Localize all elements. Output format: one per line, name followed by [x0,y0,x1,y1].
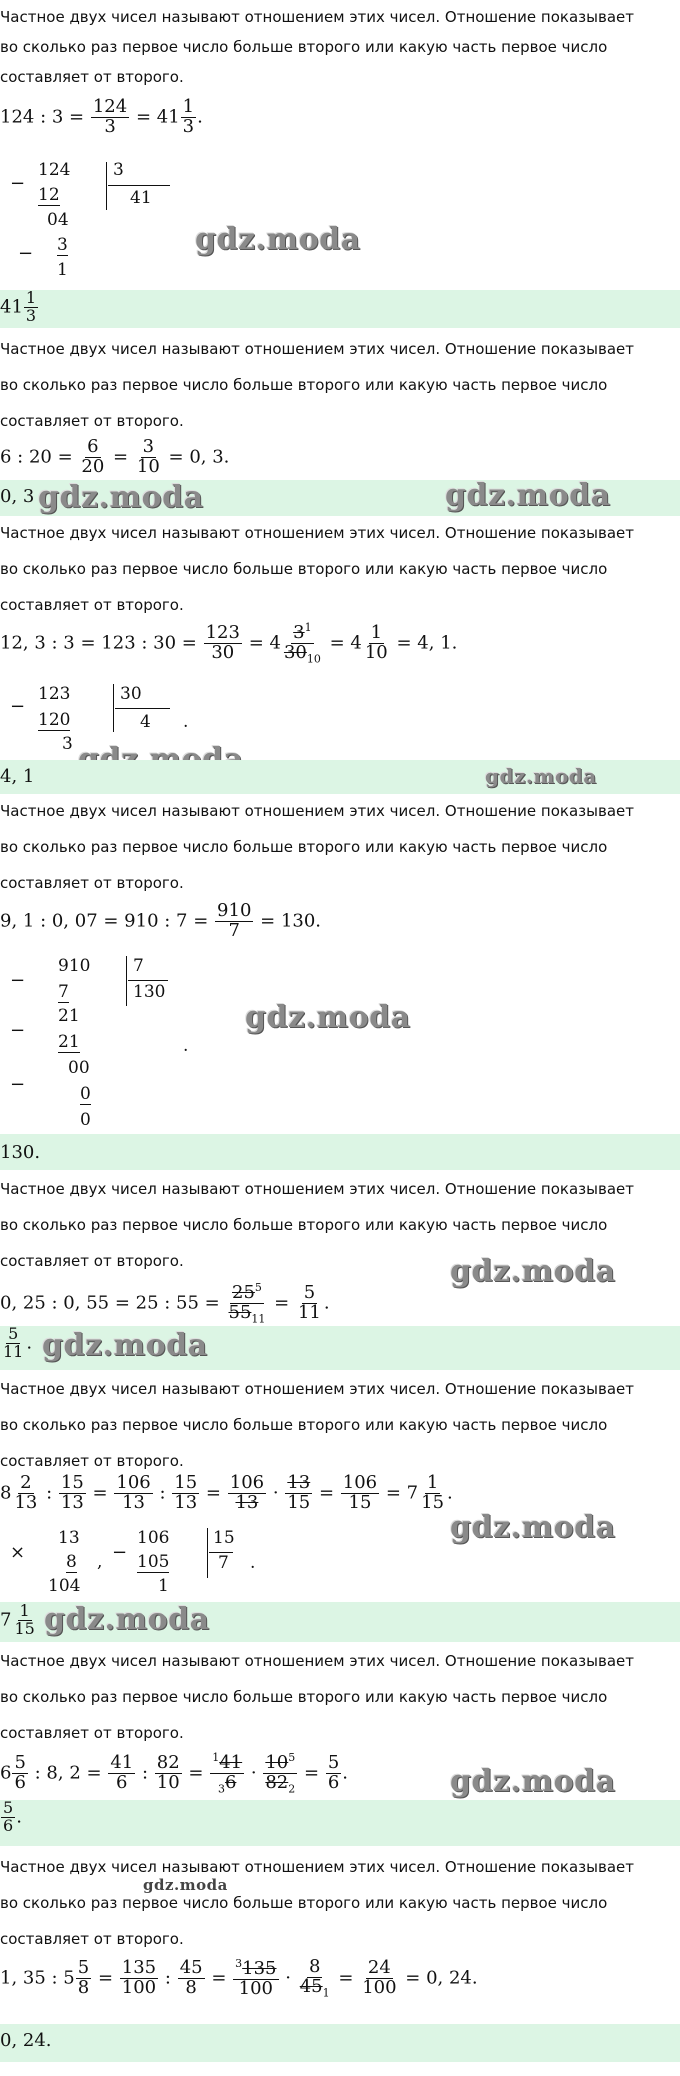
intro-line: во сколько раз первое число больше второго или какую часть первое число [0,560,608,578]
intro-line: во сколько раз первое число больше второго или какую часть первое число [0,38,608,56]
intro-line: во сколько раз первое число больше второго или какую часть первое число [0,376,608,394]
intro-line: Частное двух чисел называют отношением этих чисел. Отношение показывает [0,1652,634,1670]
watermark: gdz.moda [143,1876,228,1894]
equation: 6 $\frac{5}{6}$ : 8, 2 = $\frac{41}{6}$ : $\frac{82}{10}$ = $\frac{^141}{_36}$ · $\frac{10^5}{82_2}$ = $\frac{5}{6}$ . [0,1751,348,1796]
watermark: gdz.moda [485,764,597,788]
intro-line: во сколько раз первое число больше второго или какую часть первое число [0,1894,608,1912]
watermark: gdz.moda [44,1602,210,1637]
intro-line: Частное двух чисел называют отношением этих чисел. Отношение показывает [0,1858,634,1876]
answer-band [0,2024,680,2062]
intro-line: во сколько раз первое число больше второго или какую часть первое число [0,838,608,856]
intro-line: Частное двух чисел называют отношением этих чисел. Отношение показывает [0,8,634,26]
watermark: gdz.moda [450,1510,616,1545]
answer: 130. [0,1142,41,1163]
equation: 1, 35 : 5 $\frac{5}{8}$ = $\frac{135}{100}$ : $\frac{45}{8}$ = $\frac{^3135}{100}$ · $\frac{8}{45_1}$ = $\frac{24}{100}$ = 0, 24. [0,1956,478,2000]
intro-line: составляет от второго. [0,1252,184,1270]
watermark: gdz.moda [38,480,204,515]
equation: 124 : 3 = $\frac{124}{3}$ = 41 $\frac{1}{3}$ . [0,96,203,137]
watermark: gdz.moda [450,1764,616,1799]
answer: $\frac{5}{11}$ . [3,1324,33,1361]
intro-line: составляет от второго. [0,1452,184,1470]
intro-line: во сколько раз первое число больше второго или какую часть первое число [0,1216,608,1234]
intro-line: составляет от второго. [0,874,184,892]
intro-line: во сколько раз первое число больше второго или какую часть первое число [0,1688,608,1706]
answer-band [0,1134,680,1170]
answer-band [0,1800,680,1846]
equation: 6 : 20 = $\frac{6}{20}$ = $\frac{3}{10}$ = 0, 3. [0,436,230,477]
answer: $\frac{5}{6}$ . [3,1798,22,1835]
intro-line: Частное двух чисел называют отношением этих чисел. Отношение показывает [0,524,634,542]
intro-line: составляет от второго. [0,1724,184,1742]
intro-line: составляет от второго. [0,412,184,430]
equation: 12, 3 : 3 = 123 : 30 = $\frac{123}{30}$ = 4 $\frac{3^1}{30_{10}}$ = 4 $\frac{1}{10}$ = 4, 1. [0,621,458,666]
intro-line: Частное двух чисел называют отношением этих чисел. Отношение показывает [0,802,634,820]
intro-line: составляет от второго. [0,1930,184,1948]
answer: 4, 1 [0,766,35,787]
intro-line: Частное двух чисел называют отношением этих чисел. Отношение показывает [0,1380,634,1398]
intro-line: Частное двух чисел называют отношением этих чисел. Отношение показывает [0,340,634,358]
answer: 7 $\frac{1}{15}$ [0,1601,35,1638]
equation: 9, 1 : 0, 07 = 910 : 7 = $\frac{910}{7}$ = 130. [0,900,322,941]
answer: 0, 3 [0,486,35,507]
intro-line: Частное двух чисел называют отношением этих чисел. Отношение показывает [0,1180,634,1198]
intro-line: составляет от второго. [0,68,184,86]
intro-line: во сколько раз первое число больше второго или какую часть первое число [0,1416,608,1434]
equation: 8 $\frac{2}{13}$ : $\frac{15}{13}$ = $\frac{106}{13}$ : $\frac{15}{13}$ = $\frac{106}{13}$ · $\frac{13}{15}$ = $\frac{106}{15}$ = 7 $\frac{1}{15}$ . [0,1472,453,1513]
watermark: gdz.moda [450,1254,616,1289]
answer: 0, 24. [0,2030,52,2051]
watermark: gdz.moda [445,478,611,513]
watermark: gdz.moda [195,222,361,257]
equation: 0, 25 : 0, 55 = 25 : 55 = $\frac{25^5}{55_{11}}$ = $\frac{5}{11}$ . [0,1281,330,1326]
watermark: gdz.moda [42,1328,208,1363]
watermark: gdz.moda [245,1000,411,1035]
intro-line: составляет от второго. [0,596,184,614]
answer-band [0,290,680,328]
answer: 41 $\frac{1}{3}$ [0,288,37,325]
